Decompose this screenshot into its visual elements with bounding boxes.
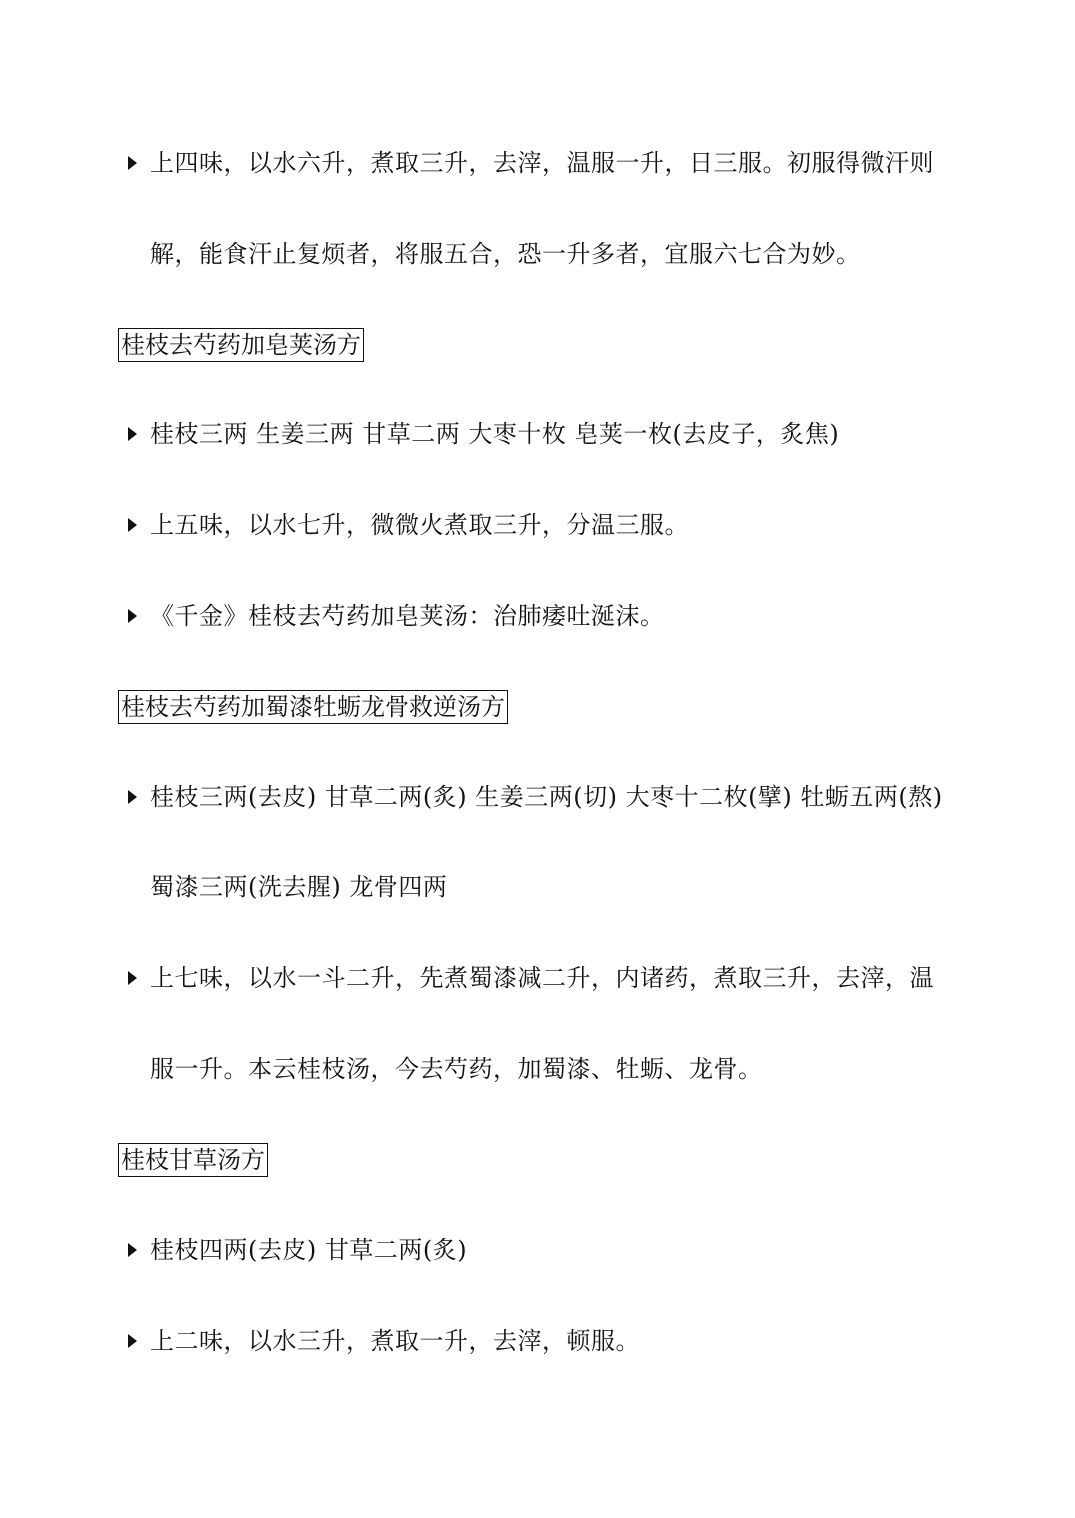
bullet-arrow-icon [128, 156, 137, 170]
bullet-arrow-icon [128, 1243, 137, 1257]
paragraph-line: 桂枝四两(去皮) 甘草二两(炙) [150, 1236, 468, 1264]
bullet-arrow-icon [128, 518, 137, 532]
bullet-arrow-icon [128, 427, 137, 441]
bullet-arrow-icon [128, 971, 137, 985]
paragraph-line: 上四味，以水六升，煮取三升，去滓，温服一升，日三服。初服得微汗则 [150, 149, 934, 177]
bullet-arrow-icon [128, 609, 137, 623]
paragraph-line: 蜀漆三两(洗去腥) 龙骨四两 [150, 873, 448, 901]
paragraph-line: 服一升。本云桂枝汤，今去芍药，加蜀漆、牡蛎、龙骨。 [150, 1055, 763, 1083]
section-heading: 桂枝甘草汤方 [118, 1143, 268, 1177]
paragraph-line: 上七味，以水一斗二升，先煮蜀漆减二升，内诸药，煮取三升，去滓，温 [150, 964, 934, 992]
paragraph-line: 桂枝三两(去皮) 甘草二两(炙) 生姜三两(切) 大枣十二枚(擘) 牡蛎五两(熬) [150, 783, 943, 811]
paragraph-line: 《千金》桂枝去芍药加皂荚汤：治肺痿吐涎沫。 [150, 602, 665, 630]
section-heading: 桂枝去芍药加蜀漆牡蛎龙骨救逆汤方 [118, 690, 508, 724]
paragraph-line: 上二味，以水三升，煮取一升，去滓，顿服。 [150, 1327, 640, 1355]
paragraph-line: 上五味，以水七升，微微火煮取三升，分温三服。 [150, 511, 689, 539]
paragraph-line: 解，能食汗止复烦者，将服五合，恐一升多者，宜服六七合为妙。 [150, 240, 861, 268]
section-heading: 桂枝去芍药加皂荚汤方 [118, 328, 364, 362]
paragraph-line: 桂枝三两 生姜三两 甘草二两 大枣十枚 皂荚一枚(去皮子，炙焦) [150, 420, 840, 448]
bullet-arrow-icon [128, 1334, 137, 1348]
bullet-arrow-icon [128, 790, 137, 804]
